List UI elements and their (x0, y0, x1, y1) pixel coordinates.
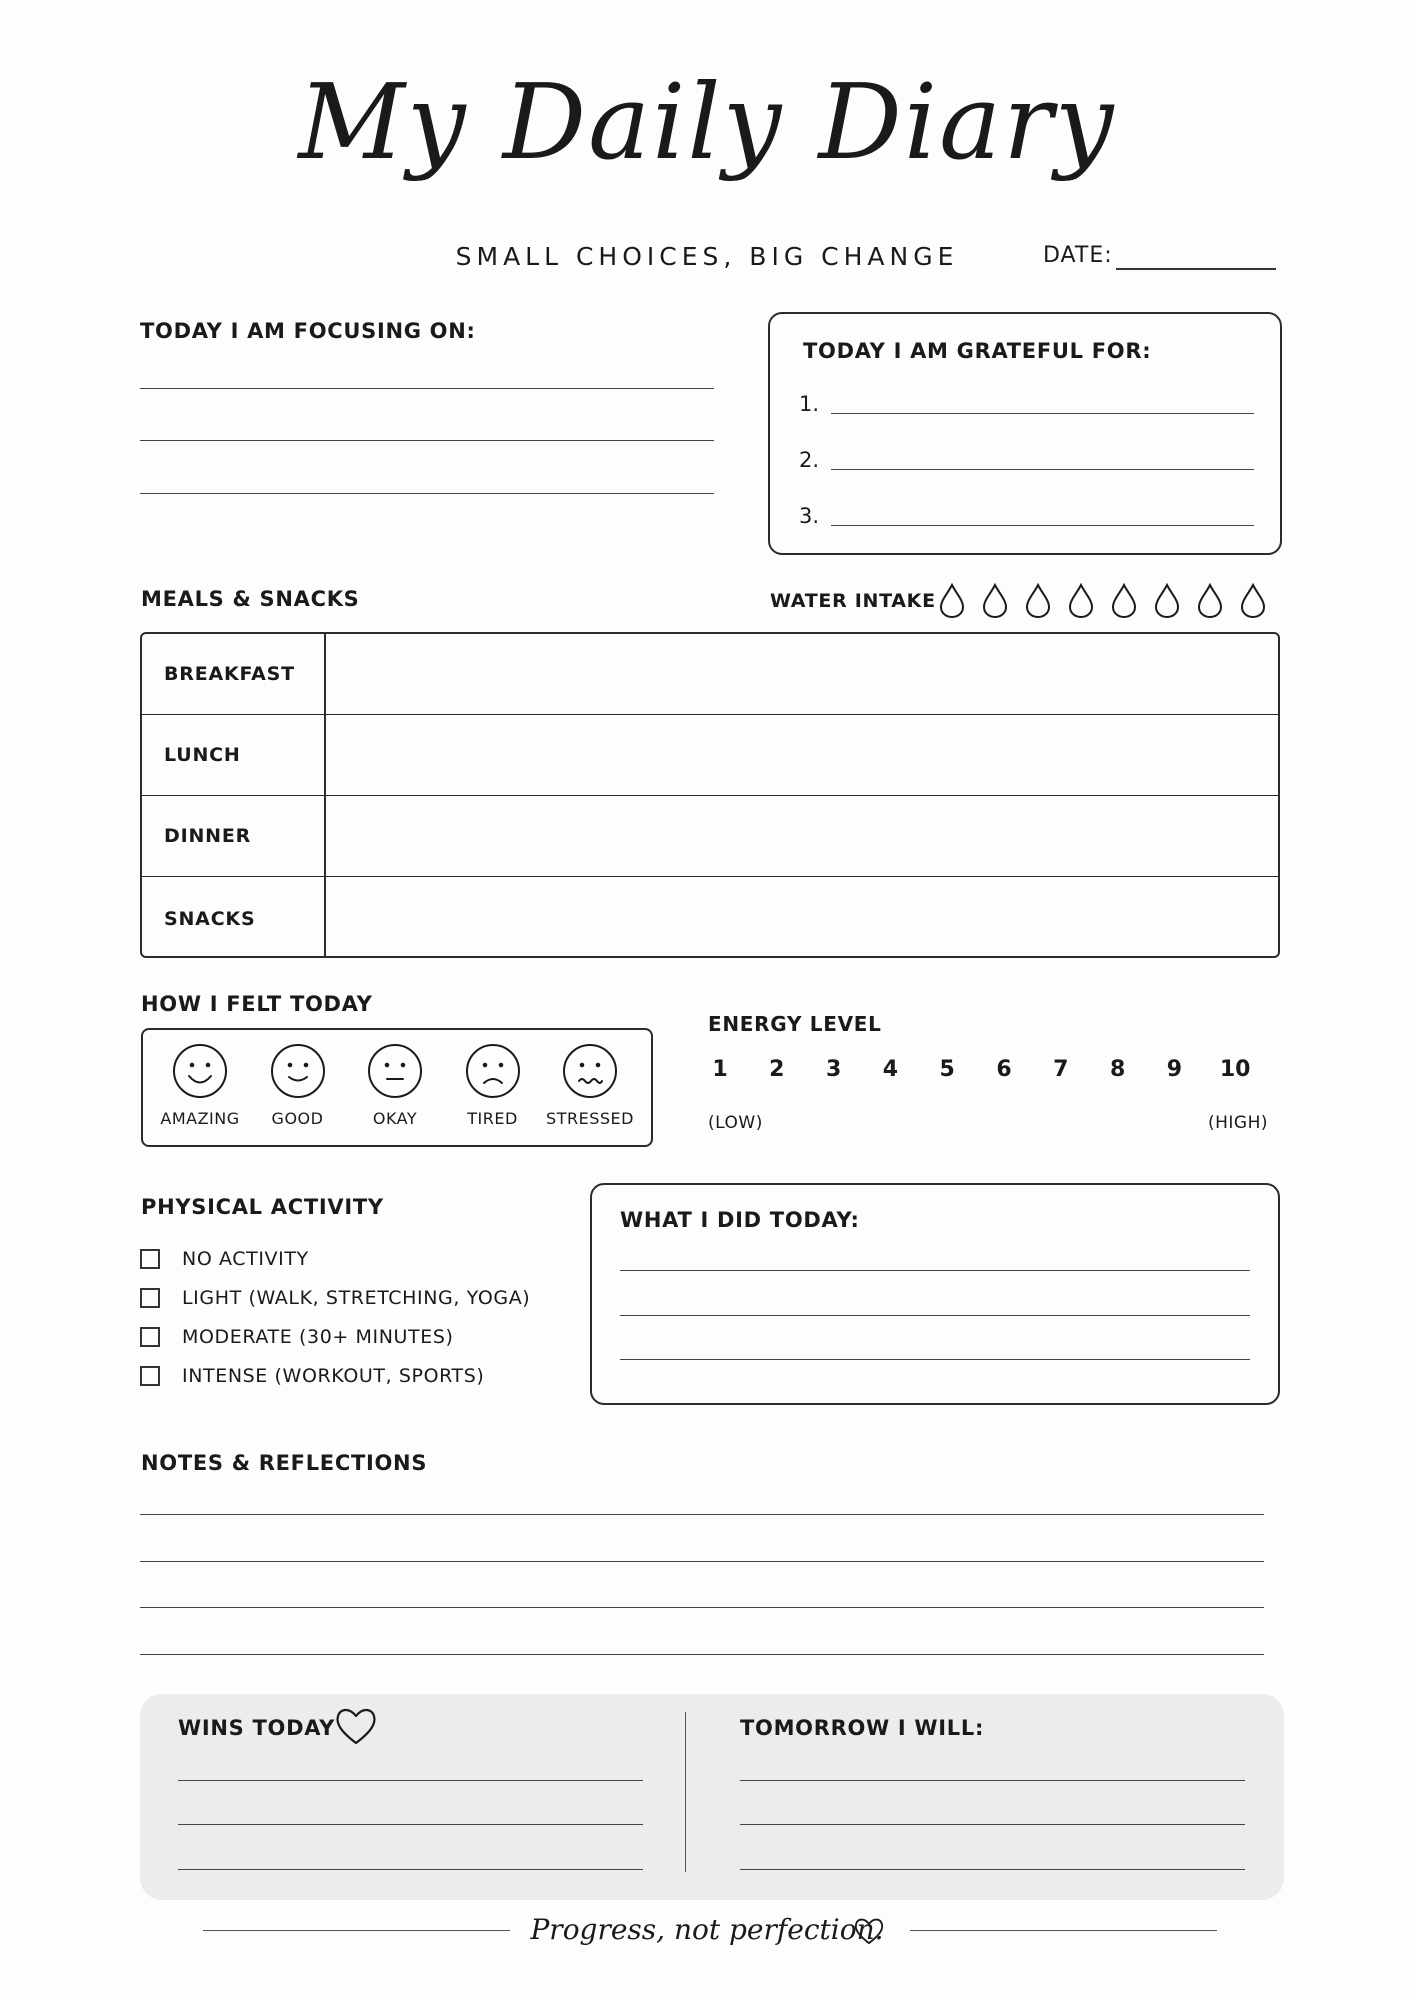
activity-label: PHYSICAL ACTIVITY (141, 1195, 384, 1219)
mood-option-okay[interactable] (345, 1043, 445, 1128)
tomorrow-label: TOMORROW I WILL: (740, 1716, 985, 1740)
energy-level-1[interactable]: 1 (712, 1057, 728, 1082)
stressed-face-icon (562, 1043, 618, 1099)
sad-face-icon (465, 1043, 521, 1099)
mood-option-tired[interactable] (443, 1043, 543, 1128)
water-drop-icon[interactable] (1239, 583, 1267, 619)
tomorrow-line-3[interactable] (740, 1869, 1245, 1870)
energy-level-10[interactable]: 10 (1219, 1057, 1251, 1082)
energy-level-2[interactable]: 2 (769, 1057, 785, 1082)
meal-name-breakfast: BREAKFAST (164, 663, 295, 685)
mood-option-label: GOOD (271, 1109, 324, 1128)
mood-label: HOW I FELT TODAY (141, 992, 373, 1016)
focus-label: TODAY I AM FOCUSING ON: (140, 319, 476, 343)
focus-line-2[interactable] (140, 440, 714, 441)
heart-icon (853, 1916, 885, 1946)
activity-option-light[interactable] (140, 1285, 530, 1311)
activity-option-moderate[interactable] (140, 1324, 454, 1350)
energy-level-5[interactable]: 5 (939, 1057, 955, 1082)
meal-row-dinner (142, 795, 1278, 876)
water-drop-icon[interactable] (1110, 583, 1138, 619)
page-subtitle: SMALL CHOICES, BIG CHANGE (455, 242, 959, 271)
energy-high-label: (HIGH) (1208, 1113, 1269, 1133)
meal-divider (324, 715, 326, 795)
energy-label: ENERGY LEVEL (708, 1012, 882, 1036)
energy-level-7[interactable]: 7 (1053, 1057, 1069, 1082)
page-title: My Daily Diary (298, 61, 1116, 183)
did-today-line-2[interactable] (620, 1315, 1250, 1316)
energy-level-3[interactable]: 3 (825, 1057, 842, 1082)
tomorrow-line-1[interactable] (740, 1780, 1245, 1781)
energy-level-9[interactable]: 9 (1166, 1057, 1183, 1082)
grateful-line-3[interactable] (831, 525, 1254, 526)
date-label: DATE: (1043, 243, 1113, 268)
grateful-line-2[interactable] (831, 469, 1254, 470)
mood-option-amazing[interactable] (150, 1043, 250, 1128)
checkbox[interactable] (140, 1327, 160, 1347)
wins-line-1[interactable] (178, 1780, 643, 1781)
mood-options (150, 1043, 650, 1143)
wins-line-3[interactable] (178, 1869, 643, 1870)
heart-icon (334, 1705, 378, 1747)
energy-level-4[interactable]: 4 (882, 1057, 899, 1082)
activity-option-label: MODERATE (30+ MINUTES) (182, 1326, 454, 1348)
grateful-label: TODAY I AM GRATEFUL FOR: (803, 339, 1152, 363)
grateful-line-1[interactable] (831, 413, 1254, 414)
big-smile-face-icon (172, 1043, 228, 1099)
mood-option-good[interactable] (248, 1043, 348, 1128)
focus-line-1[interactable] (140, 388, 714, 389)
energy-scale (700, 1057, 1280, 1089)
wins-line-2[interactable] (178, 1824, 643, 1825)
energy-low-label: (LOW) (708, 1113, 763, 1133)
checkbox[interactable] (140, 1288, 160, 1308)
meal-row-breakfast (142, 634, 1278, 714)
neutral-face-icon (367, 1043, 423, 1099)
meal-divider (324, 796, 326, 876)
focus-line-3[interactable] (140, 493, 714, 494)
did-today-label: WHAT I DID TODAY: (620, 1208, 860, 1232)
activity-option-none[interactable] (140, 1246, 309, 1272)
meal-name-snacks: SNACKS (164, 907, 256, 930)
checkbox[interactable] (140, 1249, 160, 1269)
date-field[interactable] (1116, 268, 1276, 270)
meal-row-lunch (142, 714, 1278, 795)
energy-level-6[interactable]: 6 (996, 1057, 1012, 1082)
panel-divider (685, 1712, 686, 1872)
meal-row-snacks (142, 876, 1278, 958)
mood-option-stressed[interactable] (540, 1043, 640, 1128)
notes-line-4[interactable] (140, 1654, 1264, 1655)
grateful-num-1: 1. (799, 392, 820, 416)
checkbox[interactable] (140, 1366, 160, 1386)
did-today-line-1[interactable] (620, 1270, 1250, 1271)
mood-option-label: TIRED (467, 1109, 518, 1128)
notes-line-2[interactable] (140, 1561, 1264, 1562)
meal-divider (324, 634, 326, 714)
activity-option-label: NO ACTIVITY (182, 1248, 309, 1270)
water-drop-icon[interactable] (1153, 583, 1181, 619)
wins-label: WINS TODAY (178, 1716, 336, 1740)
notes-line-3[interactable] (140, 1607, 1264, 1608)
energy-level-8[interactable]: 8 (1109, 1057, 1126, 1082)
did-today-line-3[interactable] (620, 1359, 1250, 1360)
water-drop-icon[interactable] (1024, 583, 1052, 619)
meals-label: MEALS & SNACKS (141, 587, 360, 611)
smile-face-icon (270, 1043, 326, 1099)
activity-option-label: LIGHT (WALK, STRETCHING, YOGA) (182, 1287, 531, 1309)
activity-option-intense[interactable] (140, 1363, 484, 1389)
meal-name-lunch: LUNCH (164, 744, 241, 766)
water-drop-icon[interactable] (1196, 583, 1224, 619)
mood-option-label: AMAZING (160, 1109, 240, 1128)
mood-option-label: STRESSED (546, 1109, 634, 1128)
meals-table (140, 632, 1280, 958)
water-drop-icon[interactable] (981, 583, 1009, 619)
tomorrow-line-2[interactable] (740, 1824, 1245, 1825)
mood-option-label: OKAY (372, 1109, 418, 1128)
notes-line-1[interactable] (140, 1514, 1264, 1515)
meal-divider (324, 877, 326, 958)
grateful-num-3: 3. (799, 504, 820, 528)
grateful-num-2: 2. (799, 448, 820, 472)
meal-name-dinner: DINNER (164, 825, 252, 847)
water-drops (938, 583, 1278, 623)
activity-option-label: INTENSE (WORKOUT, SPORTS) (182, 1365, 485, 1387)
water-drop-icon[interactable] (938, 583, 966, 619)
notes-label: NOTES & REFLECTIONS (141, 1451, 428, 1475)
footer-motto: Progress, not perfection. (530, 1913, 884, 1946)
water-drop-icon[interactable] (1067, 583, 1095, 619)
water-intake-label: WATER INTAKE (770, 590, 936, 612)
